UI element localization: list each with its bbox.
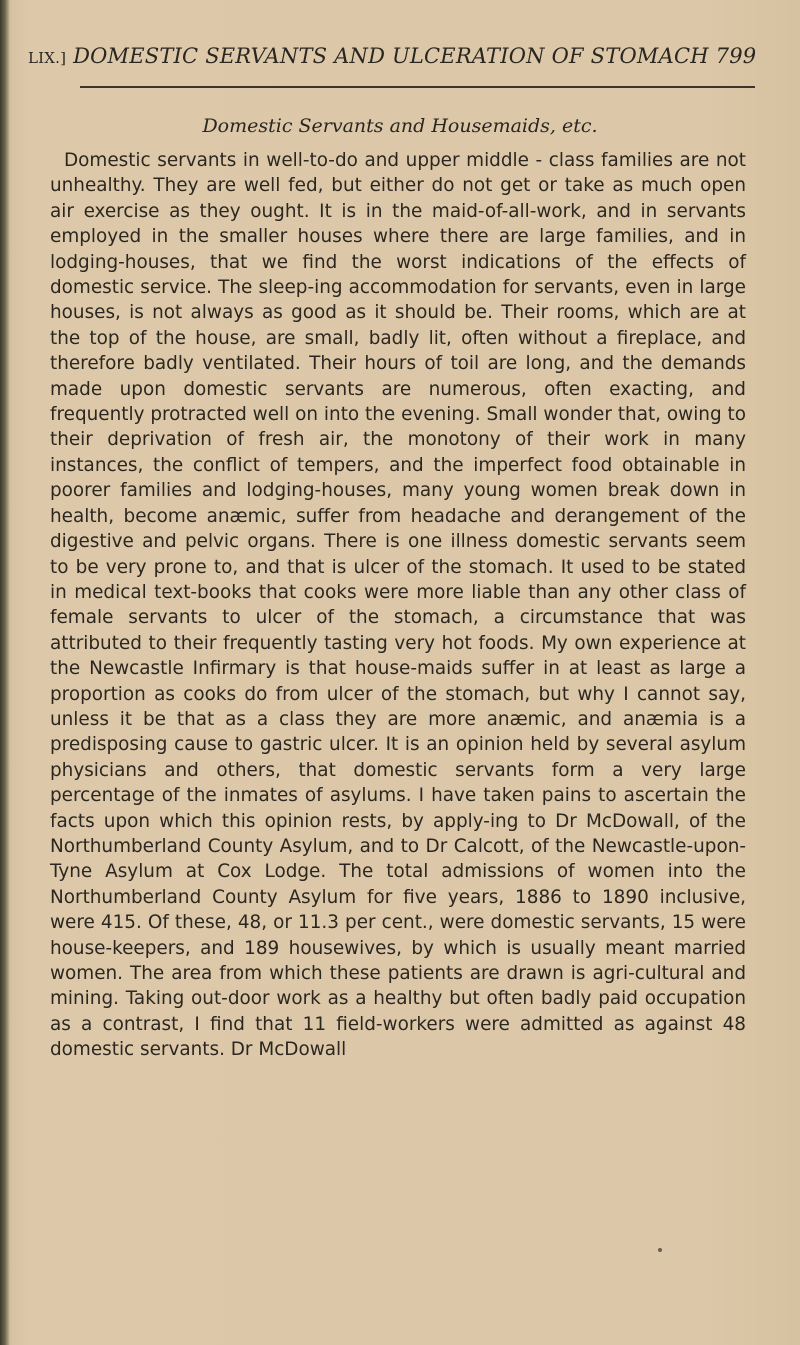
- running-title: DOMESTIC SERVANTS AND ULCERATION OF STOMACH: [73, 44, 709, 68]
- page-binding-edge: [0, 0, 10, 1345]
- ink-speck: [658, 1248, 662, 1252]
- page-number: 799: [715, 44, 757, 68]
- body-paragraph: Domestic servants in well-to-do and upper middle - class families are not unhealthy. They are well fed, but either do not get or take as much open air exercise as they ought. It is in the maid-of-all-work, and in servants employed in the smaller houses where there are large families, and in lodging-houses, that we find the worst indications of the effects of domestic service. The sleep-ing accommodation for servants, even in large houses, is not always as good as it should be. Their rooms, which are at the top of the house, are small, badly lit, often without a fireplace, and therefore badly ventilated. Their hours of toil are long, and the demands made upon domestic servants are numerous, often exacting, and frequently protracted well on into the evening. Small wonder that, owing to their deprivation of fresh air, the monotony of their work in many instances, the conflict of tempers, and the imperfect food obtainable in poorer families and lodging-houses, many young women break down in health, become anæmic, suffer from headache and derangement of the digestive and pelvic organs. There is one illness domestic servants seem to be very prone to, and that is ulcer of the stomach. It used to be stated in medical text-books that cooks were more liable than any other class of female servants to ulcer of the stomach, a circumstance that was attributed to their frequently tasting very hot foods. My own experience at the Newcastle Infirmary is that house-maids suffer in at least as large a proportion as cooks do from ulcer of the stomach, but why I cannot say, unless it be that as a class they are more anæmic, and anæmia is a predisposing cause to gastric ulcer. It is an opinion held by several asylum physicians and others, that domestic servants form a very large percentage of the inmates of asylums. I have taken pains to ascertain the facts upon which this opinion rests, by apply-ing to Dr McDowall, of the Northumberland County Asylum, and to Dr Calcott, of the Newcastle-upon-Tyne Asylum at Cox Lodge. The total admissions of women into the Northumberland County Asylum for five years, 1886 to 1890 inclusive, were 415. Of these, 48, or 11.3 per cent., were domestic servants, 15 were house-keepers, and 189 housewives, by which is usually meant married women. The area from which these patients are drawn is agri-cultural and mining. Taking out-door work as a healthy but often badly paid occupation as a contrast, I find that 11 field-workers were admitted as against 48 domestic servants. Dr McDowall: [50, 150, 746, 1061]
- header-rule: [80, 86, 755, 88]
- chapter-number: LIX.]: [28, 49, 67, 67]
- section-title: Domestic Servants and Housemaids, etc.: [202, 115, 598, 137]
- running-header: [28, 44, 788, 68]
